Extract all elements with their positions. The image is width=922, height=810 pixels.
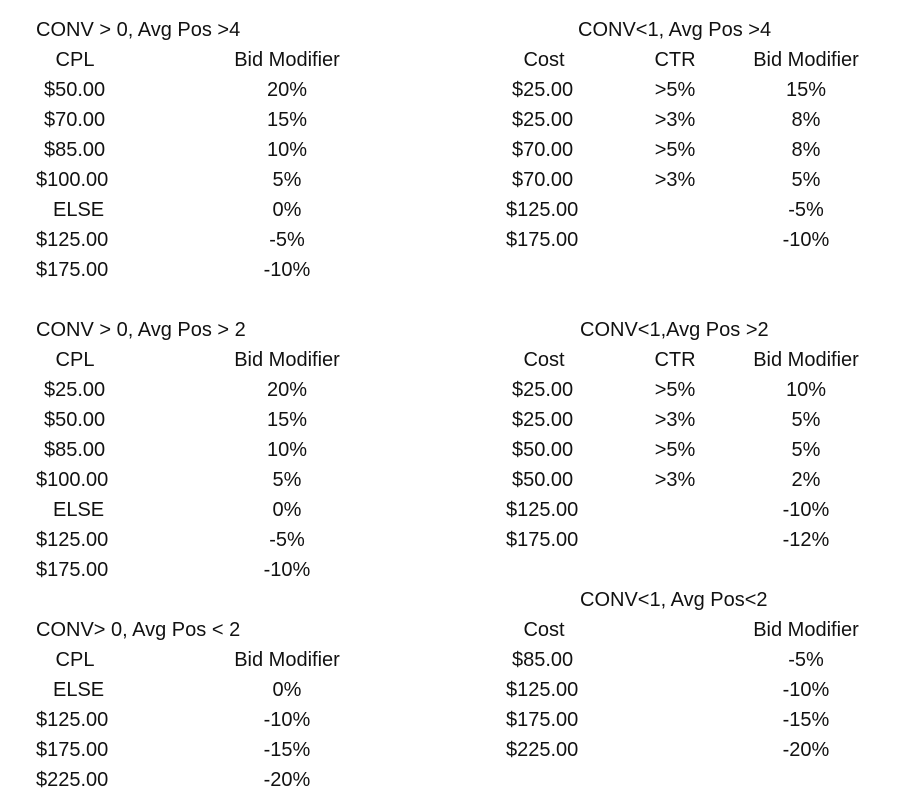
cell-ctr: >5% — [654, 79, 696, 101]
cell-bid-modifier: 20% — [266, 379, 308, 401]
cell-bid-modifier: 8% — [791, 139, 821, 161]
cell-cpl: $85.00 — [44, 139, 106, 161]
cell-cost: $175.00 — [506, 529, 579, 551]
cell-ctr: >5% — [654, 379, 696, 401]
cell-ctr: >3% — [654, 409, 696, 431]
cell-cost: $175.00 — [506, 229, 579, 251]
column-header-bid-modifier: Bid Modifier — [234, 649, 340, 671]
cell-bid-modifier: 2% — [791, 469, 821, 491]
table-title: CONV > 0, Avg Pos >4 — [36, 19, 241, 41]
cell-cpl: $50.00 — [44, 79, 106, 101]
cell-bid-modifier: 20% — [266, 79, 308, 101]
cell-bid-modifier: 5% — [791, 169, 821, 191]
cell-cost: $175.00 — [506, 709, 579, 731]
column-header-bid-modifier: Bid Modifier — [753, 619, 859, 641]
cell-cost: $25.00 — [512, 409, 574, 431]
cell-cpl: $50.00 — [44, 409, 106, 431]
cell-bid-modifier: -5% — [788, 199, 824, 221]
cell-cpl: $175.00 — [36, 559, 109, 581]
cell-cpl: $125.00 — [36, 709, 109, 731]
cell-cpl: $70.00 — [44, 109, 106, 131]
cell-bid-modifier: 10% — [266, 139, 308, 161]
cell-bid-modifier: -10% — [263, 559, 311, 581]
column-header-ctr: CTR — [654, 349, 696, 371]
cell-bid-modifier: -5% — [269, 529, 305, 551]
cell-cost: $85.00 — [512, 649, 574, 671]
cell-cpl: $175.00 — [36, 259, 109, 281]
cell-bid-modifier: -12% — [782, 529, 830, 551]
cell-cost: $50.00 — [512, 469, 574, 491]
cell-bid-modifier: 10% — [785, 379, 827, 401]
cell-bid-modifier: 5% — [791, 439, 821, 461]
table-title: CONV > 0, Avg Pos > 2 — [36, 319, 246, 341]
cell-cpl: $125.00 — [36, 529, 109, 551]
cell-bid-modifier: -10% — [782, 679, 830, 701]
cell-ctr: >5% — [654, 139, 696, 161]
cell-ctr: >3% — [654, 169, 696, 191]
cell-bid-modifier: -20% — [263, 769, 311, 791]
cell-cost: $25.00 — [512, 379, 574, 401]
cell-bid-modifier: -15% — [782, 709, 830, 731]
cell-ctr: >5% — [654, 439, 696, 461]
cell-ctr: >3% — [654, 109, 696, 131]
cell-bid-modifier: -20% — [782, 739, 830, 761]
cell-cpl: $125.00 — [36, 229, 109, 251]
cell-cpl: $225.00 — [36, 769, 109, 791]
cell-cpl: ELSE — [53, 199, 105, 221]
column-header-ctr: CTR — [654, 49, 696, 71]
cell-bid-modifier: 0% — [272, 499, 302, 521]
table-title: CONV<1,Avg Pos >2 — [580, 319, 769, 341]
column-header-bid-modifier: Bid Modifier — [234, 49, 340, 71]
cell-bid-modifier: 5% — [791, 409, 821, 431]
column-header-bid-modifier: Bid Modifier — [753, 349, 859, 371]
column-header-cpl: CPL — [55, 649, 95, 671]
cell-cost: $225.00 — [506, 739, 579, 761]
cell-cpl: $85.00 — [44, 439, 106, 461]
cell-bid-modifier: -5% — [788, 649, 824, 671]
cell-bid-modifier: 8% — [791, 109, 821, 131]
column-header-bid-modifier: Bid Modifier — [234, 349, 340, 371]
cell-bid-modifier: 15% — [266, 109, 308, 131]
cell-bid-modifier: 5% — [272, 469, 302, 491]
table-title: CONV<1, Avg Pos >4 — [578, 19, 772, 41]
table-title: CONV> 0, Avg Pos < 2 — [36, 619, 241, 641]
cell-cost: $125.00 — [506, 499, 579, 521]
cell-bid-modifier: -10% — [263, 259, 311, 281]
cell-bid-modifier: 15% — [785, 79, 827, 101]
cell-bid-modifier: 5% — [272, 169, 302, 191]
cell-bid-modifier: 10% — [266, 439, 308, 461]
column-header-cost: Cost — [523, 49, 565, 71]
cell-cpl: $100.00 — [36, 169, 109, 191]
cell-cpl: $100.00 — [36, 469, 109, 491]
cell-cost: $70.00 — [512, 139, 574, 161]
column-header-bid-modifier: Bid Modifier — [753, 49, 859, 71]
cell-bid-modifier: 0% — [272, 679, 302, 701]
cell-cost: $25.00 — [512, 109, 574, 131]
column-header-cpl: CPL — [55, 349, 95, 371]
cell-bid-modifier: -5% — [269, 229, 305, 251]
cell-bid-modifier: -10% — [782, 499, 830, 521]
column-header-cost: Cost — [523, 349, 565, 371]
cell-cpl: ELSE — [53, 499, 105, 521]
cell-bid-modifier: 15% — [266, 409, 308, 431]
cell-bid-modifier: -10% — [782, 229, 830, 251]
cell-cpl: $175.00 — [36, 739, 109, 761]
cell-bid-modifier: -10% — [263, 709, 311, 731]
cell-cost: $70.00 — [512, 169, 574, 191]
cell-bid-modifier: 0% — [272, 199, 302, 221]
column-header-cost: Cost — [523, 619, 565, 641]
cell-ctr: >3% — [654, 469, 696, 491]
column-header-cpl: CPL — [55, 49, 95, 71]
cell-bid-modifier: -15% — [263, 739, 311, 761]
cell-cpl: $25.00 — [44, 379, 106, 401]
table-title: CONV<1, Avg Pos<2 — [580, 589, 768, 611]
cell-cost: $125.00 — [506, 679, 579, 701]
cell-cost: $125.00 — [506, 199, 579, 221]
cell-cpl: ELSE — [53, 679, 105, 701]
cell-cost: $50.00 — [512, 439, 574, 461]
cell-cost: $25.00 — [512, 79, 574, 101]
